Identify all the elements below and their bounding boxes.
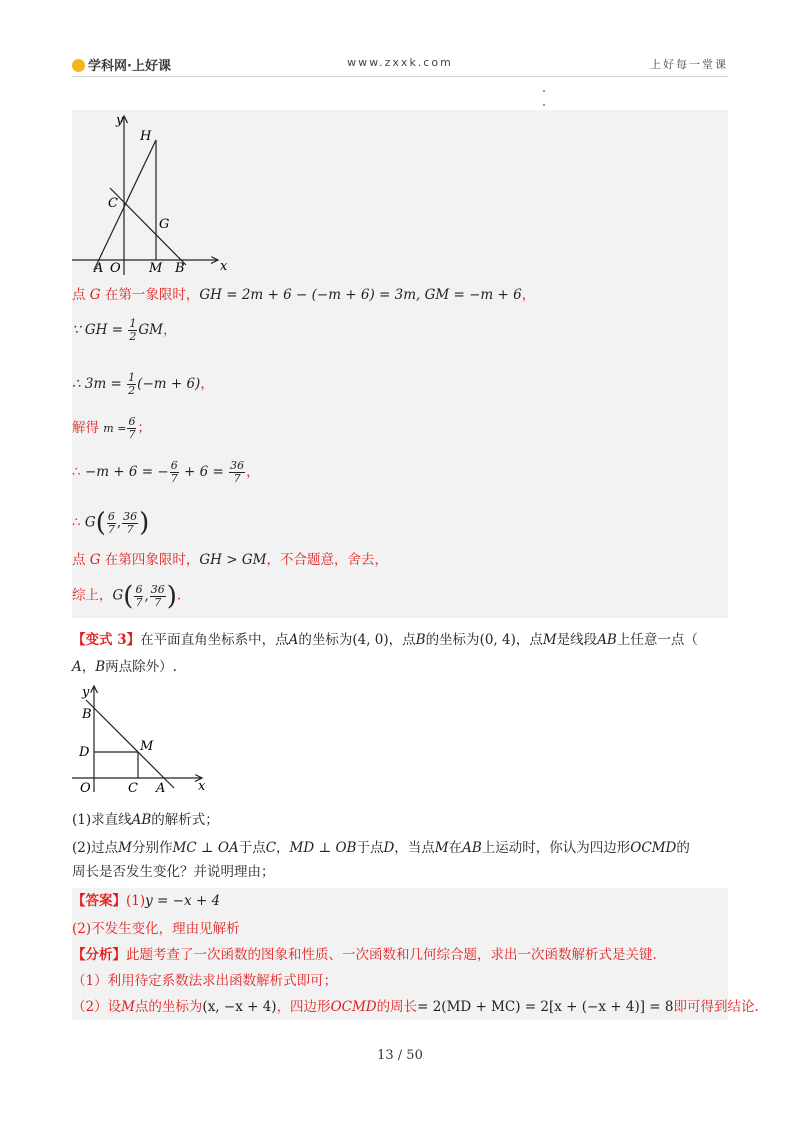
fig1-label-A: A [94,261,104,276]
fig1-label-C: C [108,196,118,211]
variant-question-line-1: 【变式 3】在平面直角坐标系中，点A的坐标为(4, 0)，点B的坐标为(0, 4)，点M是线段AB上任意一点（ [72,632,698,648]
variant-part-1: (1)求直线AB的解析式； [72,812,219,828]
fig1-label-x: x [220,259,228,274]
site-url: www.zxxk.com [347,56,453,69]
solution-line-5: ∴ −m + 6 = − $\frac{6}{7}$ + 6 = $\frac{36}{7}$ ， [72,459,260,485]
variant-question-line-2: A，B两点除外）. [72,659,177,675]
page-number: 13 / 50 [377,1048,423,1063]
solution-line-6: ∴ G( $\frac{6}{7}$ , $\frac{36}{7}$ ) [72,508,150,538]
answer-line-2: (2)不发生变化，理由见解析 [72,921,240,937]
fig1-label-O: O [110,261,121,276]
analysis-step-2: （2）设M点的坐标为(x, −x + 4)，四边形OCMD的周长= 2(MD + MC) = 2[x + (−x + 4)] = 8即可得到结论. [72,999,759,1015]
solution-line-1: 点 G 在第一象限时，GH = 2m + 6 − (−m + 6) = 3m, GM = −m + 6， [72,287,536,303]
stray-dot [543,104,545,106]
analysis-step-1: （1）利用待定系数法求出函数解析式即可； [72,973,338,989]
fig2-label-A: A [156,781,166,796]
fig1-label-y: y [116,113,124,128]
fig2-label-x: x [198,779,206,794]
answer-tag: 【答案】 [72,893,126,909]
analysis-tag: 【分析】 [72,947,126,963]
logo-text: 学科网·上好课 [88,59,171,74]
fig1-label-H: H [140,129,152,144]
solution-line-7: 点 G 在第四象限时，GH > GM，不合题意，舍去， [72,552,388,568]
fig2-label-C: C [128,781,138,796]
solution-line-3: ∴ 3m = $\frac{1}{2}$ (−m + 6)， [72,371,214,397]
stray-dot [543,90,545,92]
solution-line-2: ∵ GH = $\frac{1}{2}$ GM， [72,317,177,343]
site-slogan: 上好每一堂课 [650,58,728,71]
fig2-label-O: O [80,781,91,796]
fig1-label-G: G [159,217,170,232]
fig2-label-D: D [79,745,90,760]
variant-tag: 【变式 3】 [72,632,141,648]
fig1-label-M: M [149,261,163,276]
fig2-label-y: y [82,685,90,700]
analysis-line: 【分析】此题考查了一次函数的图象和性质、一次函数和几何综合题，求出一次函数解析式是关键. [72,947,657,963]
variant-part-2: (2)过点M分别作MC ⊥ OA于点C，MD ⊥ OB于点D，当点M在AB上运动时，你认为四边形OCMD的 [72,840,690,856]
fig1-label-B: B [175,261,185,276]
variant-part-2-cont: 周长是否发生变化？并说明理由； [72,864,275,880]
answer-line-1: 【答案】(1)y = −x + 4 [72,893,221,909]
solution-line-8: 综上，G( $\frac{6}{7}$ , $\frac{36}{7}$ ). [72,581,182,611]
figure-1 [72,110,232,280]
solution-line-4: 解得 m = $\frac{6}{7}$ ； [72,415,151,441]
fig2-label-B: B [82,707,92,722]
fig2-label-M: M [140,739,154,754]
figure-2 [72,682,212,802]
page-header [72,52,728,77]
